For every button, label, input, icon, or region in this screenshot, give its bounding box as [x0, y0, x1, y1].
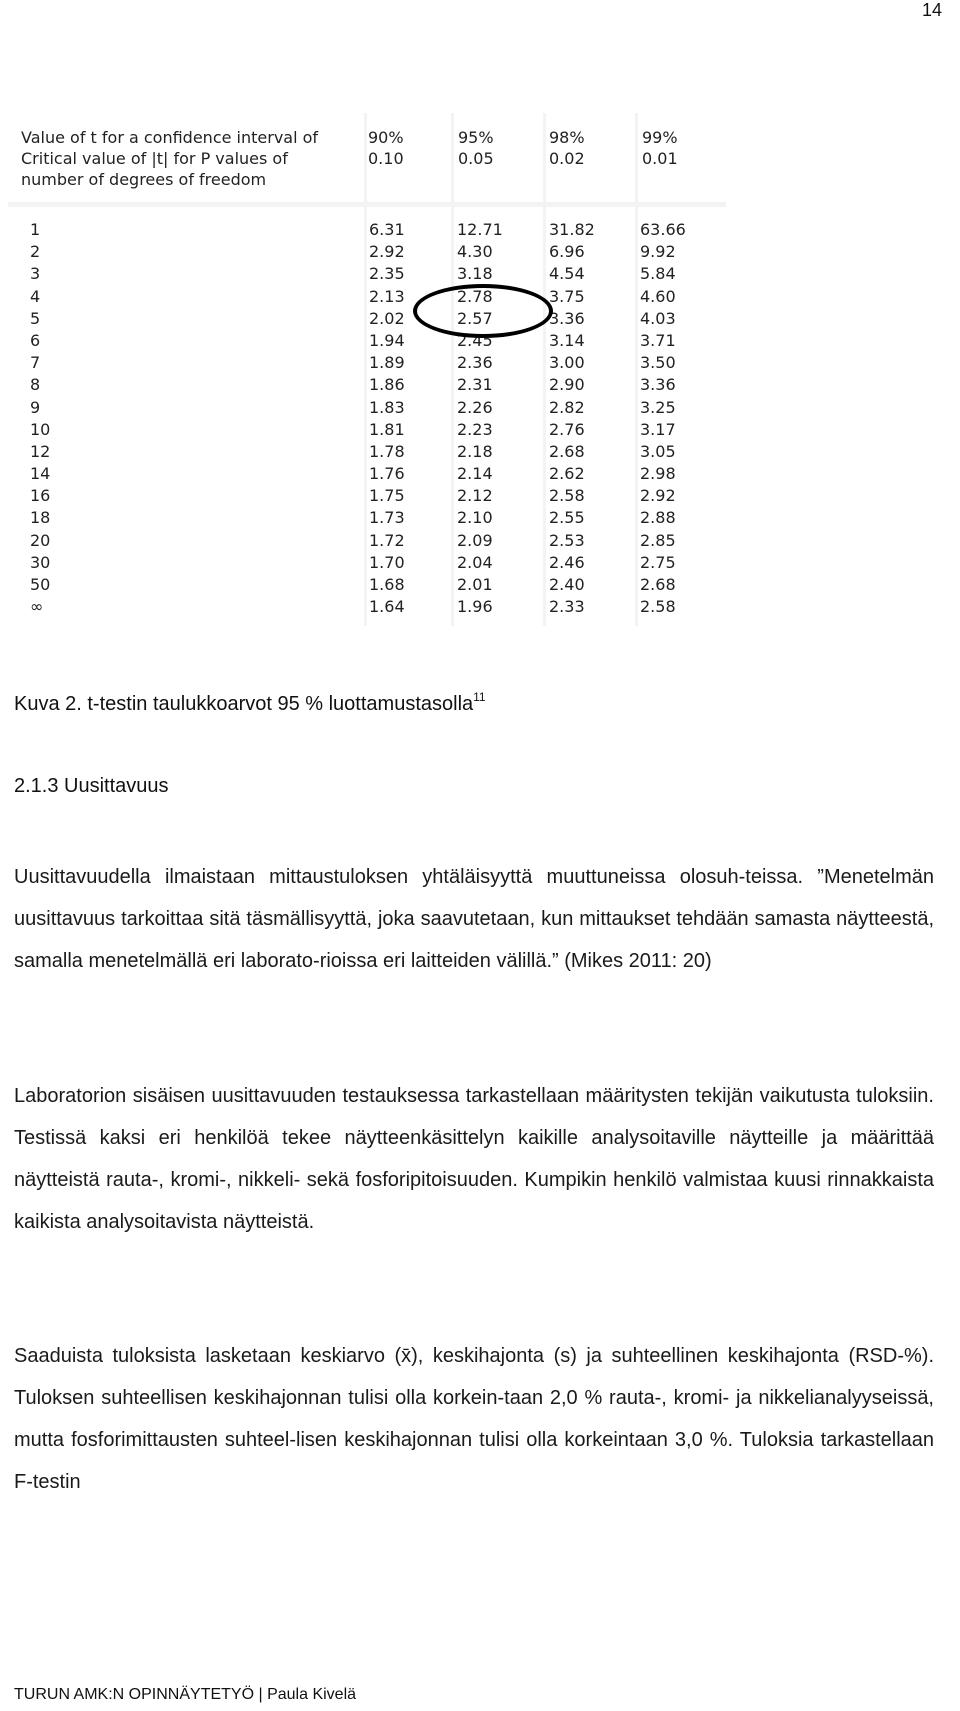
table-cell: 2.36	[457, 353, 493, 373]
caption-text: Kuva 2. t-testin taulukkoarvot 95 % luottamustasolla	[14, 693, 474, 715]
table-cell: 3.00	[549, 353, 585, 373]
table-cell: 9.92	[640, 242, 676, 262]
table-cell: 3.36	[549, 308, 585, 328]
table-cell: 2.92	[640, 486, 676, 506]
table-cell: 1.72	[369, 530, 405, 550]
table-cell: 3.05	[640, 441, 676, 461]
table-cell: 1.78	[369, 441, 405, 461]
table-cell: 2.62	[549, 464, 585, 484]
table-cell: 2.53	[549, 530, 585, 550]
table-cell: 2.31	[457, 375, 493, 395]
table-cell: 2.76	[549, 419, 585, 439]
df-cell: ∞	[30, 597, 44, 617]
df-cell: 5	[30, 308, 41, 328]
table-cell: 1.94	[369, 330, 405, 350]
table-cell: 4.30	[457, 242, 493, 262]
table-cell: 1.76	[369, 464, 405, 484]
table-cell: 3.36	[640, 375, 676, 395]
table-cell: 3.18	[457, 264, 493, 284]
df-cell: 30	[30, 552, 51, 572]
table-cell: 3.71	[640, 330, 676, 350]
table-cell: 2.02	[369, 308, 405, 328]
highlight-circle	[413, 284, 553, 338]
df-cell: 14	[30, 464, 51, 484]
table-cell: 5.84	[640, 264, 676, 284]
value-column	[549, 219, 595, 618]
column-header	[549, 127, 585, 169]
column-p-value: 0.02	[549, 149, 585, 168]
page-number: 14	[921, 0, 942, 20]
df-cell: 16	[30, 486, 51, 506]
table-cell: 2.18	[457, 441, 493, 461]
df-cell: 4	[30, 286, 41, 306]
df-cell: 10	[30, 419, 51, 439]
column-confidence: 98%	[549, 128, 585, 147]
table-cell: 31.82	[549, 220, 595, 239]
table-cell: 2.57	[457, 308, 493, 328]
table-cell: 3.25	[640, 397, 676, 417]
table-cell: 2.98	[640, 464, 676, 484]
df-cell: 7	[30, 353, 41, 373]
df-cell: 9	[30, 397, 41, 417]
table-cell: 2.33	[549, 597, 585, 617]
table-cell: 3.14	[549, 330, 585, 350]
table-cell: 1.70	[369, 552, 405, 572]
table-cell: 1.83	[369, 397, 405, 417]
column-p-value: 0.05	[458, 149, 494, 168]
table-cell: 3.50	[640, 353, 676, 373]
table-cell: 1.68	[369, 575, 405, 594]
table-cell: 2.01	[457, 575, 493, 594]
df-cell: 8	[30, 375, 41, 395]
table-cell: 2.68	[640, 575, 676, 594]
df-cell: 20	[30, 530, 51, 550]
table-cell: 2.55	[549, 508, 585, 528]
column-confidence: 90%	[368, 128, 404, 147]
table-cell: 4.54	[549, 264, 585, 284]
df-cell: 2	[30, 242, 41, 262]
column-header	[458, 127, 494, 169]
table-cell: 2.46	[549, 552, 585, 572]
df-cell: 50	[30, 575, 51, 594]
caption-reference: 11	[473, 690, 486, 704]
table-cell: 1.64	[369, 597, 405, 617]
table-cell: 2.58	[640, 597, 676, 617]
table-cell: 2.26	[457, 397, 493, 417]
table-cell: 3.17	[640, 419, 676, 439]
table-cell: 1.96	[457, 597, 493, 617]
table-cell: 2.45	[457, 330, 493, 350]
df-cell: 18	[30, 508, 51, 528]
table-cell: 1.86	[369, 375, 405, 395]
paragraph: Laboratorion sisäisen uusittavuuden testauksessa tarkastellaan määritysten tekijän vaikutusta tuloksiin. Testissä kaksi eri henkilöä tekee näytteenkäsittelyn kaikille analysoitaville näytteille ja määrittää näytteistä rauta-, kromi-, nikkeli- sekä fosforipitoisuuden. Kumpikin henkilö valmistaa kuusi rinnakkaista kaikista analysoitavista näytteistä.	[14, 1085, 934, 1233]
column-p-value: 0.01	[642, 149, 678, 168]
table-cell: 2.85	[640, 530, 676, 550]
table-cell: 2.14	[457, 464, 493, 484]
value-column	[457, 219, 503, 618]
df-cell: 6	[30, 330, 41, 350]
table-cell: 6.96	[549, 242, 585, 262]
table-header-label: Value of t for a confidence interval of Critical value of |t| for P values of number of degrees of freedom	[21, 128, 319, 189]
table-cell: 2.58	[549, 486, 585, 506]
table-cell: 1.89	[369, 353, 405, 373]
table-cell: 4.60	[640, 286, 676, 306]
column-header	[642, 127, 678, 169]
table-cell: 2.78	[457, 286, 493, 306]
table-cell: 1.75	[369, 486, 405, 506]
section-heading: 2.1.3 Uusittavuus	[14, 775, 169, 797]
table-cell: 2.09	[457, 530, 493, 550]
value-column	[640, 219, 686, 618]
table-cell: 2.82	[549, 397, 585, 417]
table-cell: 4.03	[640, 308, 676, 328]
table-cell: 2.90	[549, 375, 585, 395]
table-cell: 2.10	[457, 508, 493, 528]
column-p-value: 0.10	[368, 149, 404, 168]
table-cell: 1.81	[369, 419, 405, 439]
column-header	[368, 127, 404, 169]
column-confidence: 95%	[458, 128, 494, 147]
table-cell: 2.35	[369, 264, 405, 284]
table-cell: 3.75	[549, 286, 585, 306]
footer: TURUN AMK:N OPINNÄYTETYÖ | Paula Kivelä	[14, 1686, 357, 1703]
table-cell: 12.71	[457, 220, 503, 239]
table-cell: 2.40	[549, 575, 585, 594]
table-cell: 63.66	[640, 220, 686, 239]
value-column	[369, 219, 405, 618]
table-cell: 2.68	[549, 441, 585, 461]
column-confidence: 99%	[642, 128, 678, 147]
paragraph: Uusittavuudella ilmaistaan mittaustuloksen yhtäläisyyttä muuttuneissa olosuh-teissa. ”Menetelmän uusittavuus tarkoittaa sitä täsmällisyyttä, joka saavutetaan, kun mittaukset tehdään samasta näytteestä, samalla menetelmällä eri laborato-rioissa eri laitteiden välillä.” (Mikes 2011: 20)	[14, 866, 934, 972]
paragraph: Saaduista tuloksista lasketaan keskiarvo (x̄), keskihajonta (s) ja suhteellinen keskihajonta (RSD-%). Tuloksen suhteellisen keskihajonnan tulisi olla korkein-taan 2,0 % rauta-, kromi- ja nikkelianalyyseissä, mutta fosforimittausten suhteel-lisen keskihajonnan tulisi olla korkeintaan 3,0 %. Tuloksia tarkastellaan F-testin	[14, 1345, 934, 1493]
table-cell: 2.92	[369, 242, 405, 262]
df-column	[30, 219, 50, 618]
figure-caption	[14, 690, 486, 716]
table-cell: 6.31	[369, 220, 405, 239]
table-cell: 2.12	[457, 486, 493, 506]
df-cell: 3	[30, 264, 41, 284]
table-cell: 1.73	[369, 508, 405, 528]
table-cell: 2.75	[640, 552, 676, 572]
table-cell: 2.13	[369, 286, 405, 306]
df-cell: 12	[30, 441, 51, 461]
table-cell: 2.04	[457, 552, 493, 572]
table-cell: 2.23	[457, 419, 493, 439]
table-cell: 2.88	[640, 508, 676, 528]
df-cell: 1	[30, 220, 41, 239]
t-distribution-table	[8, 113, 726, 626]
